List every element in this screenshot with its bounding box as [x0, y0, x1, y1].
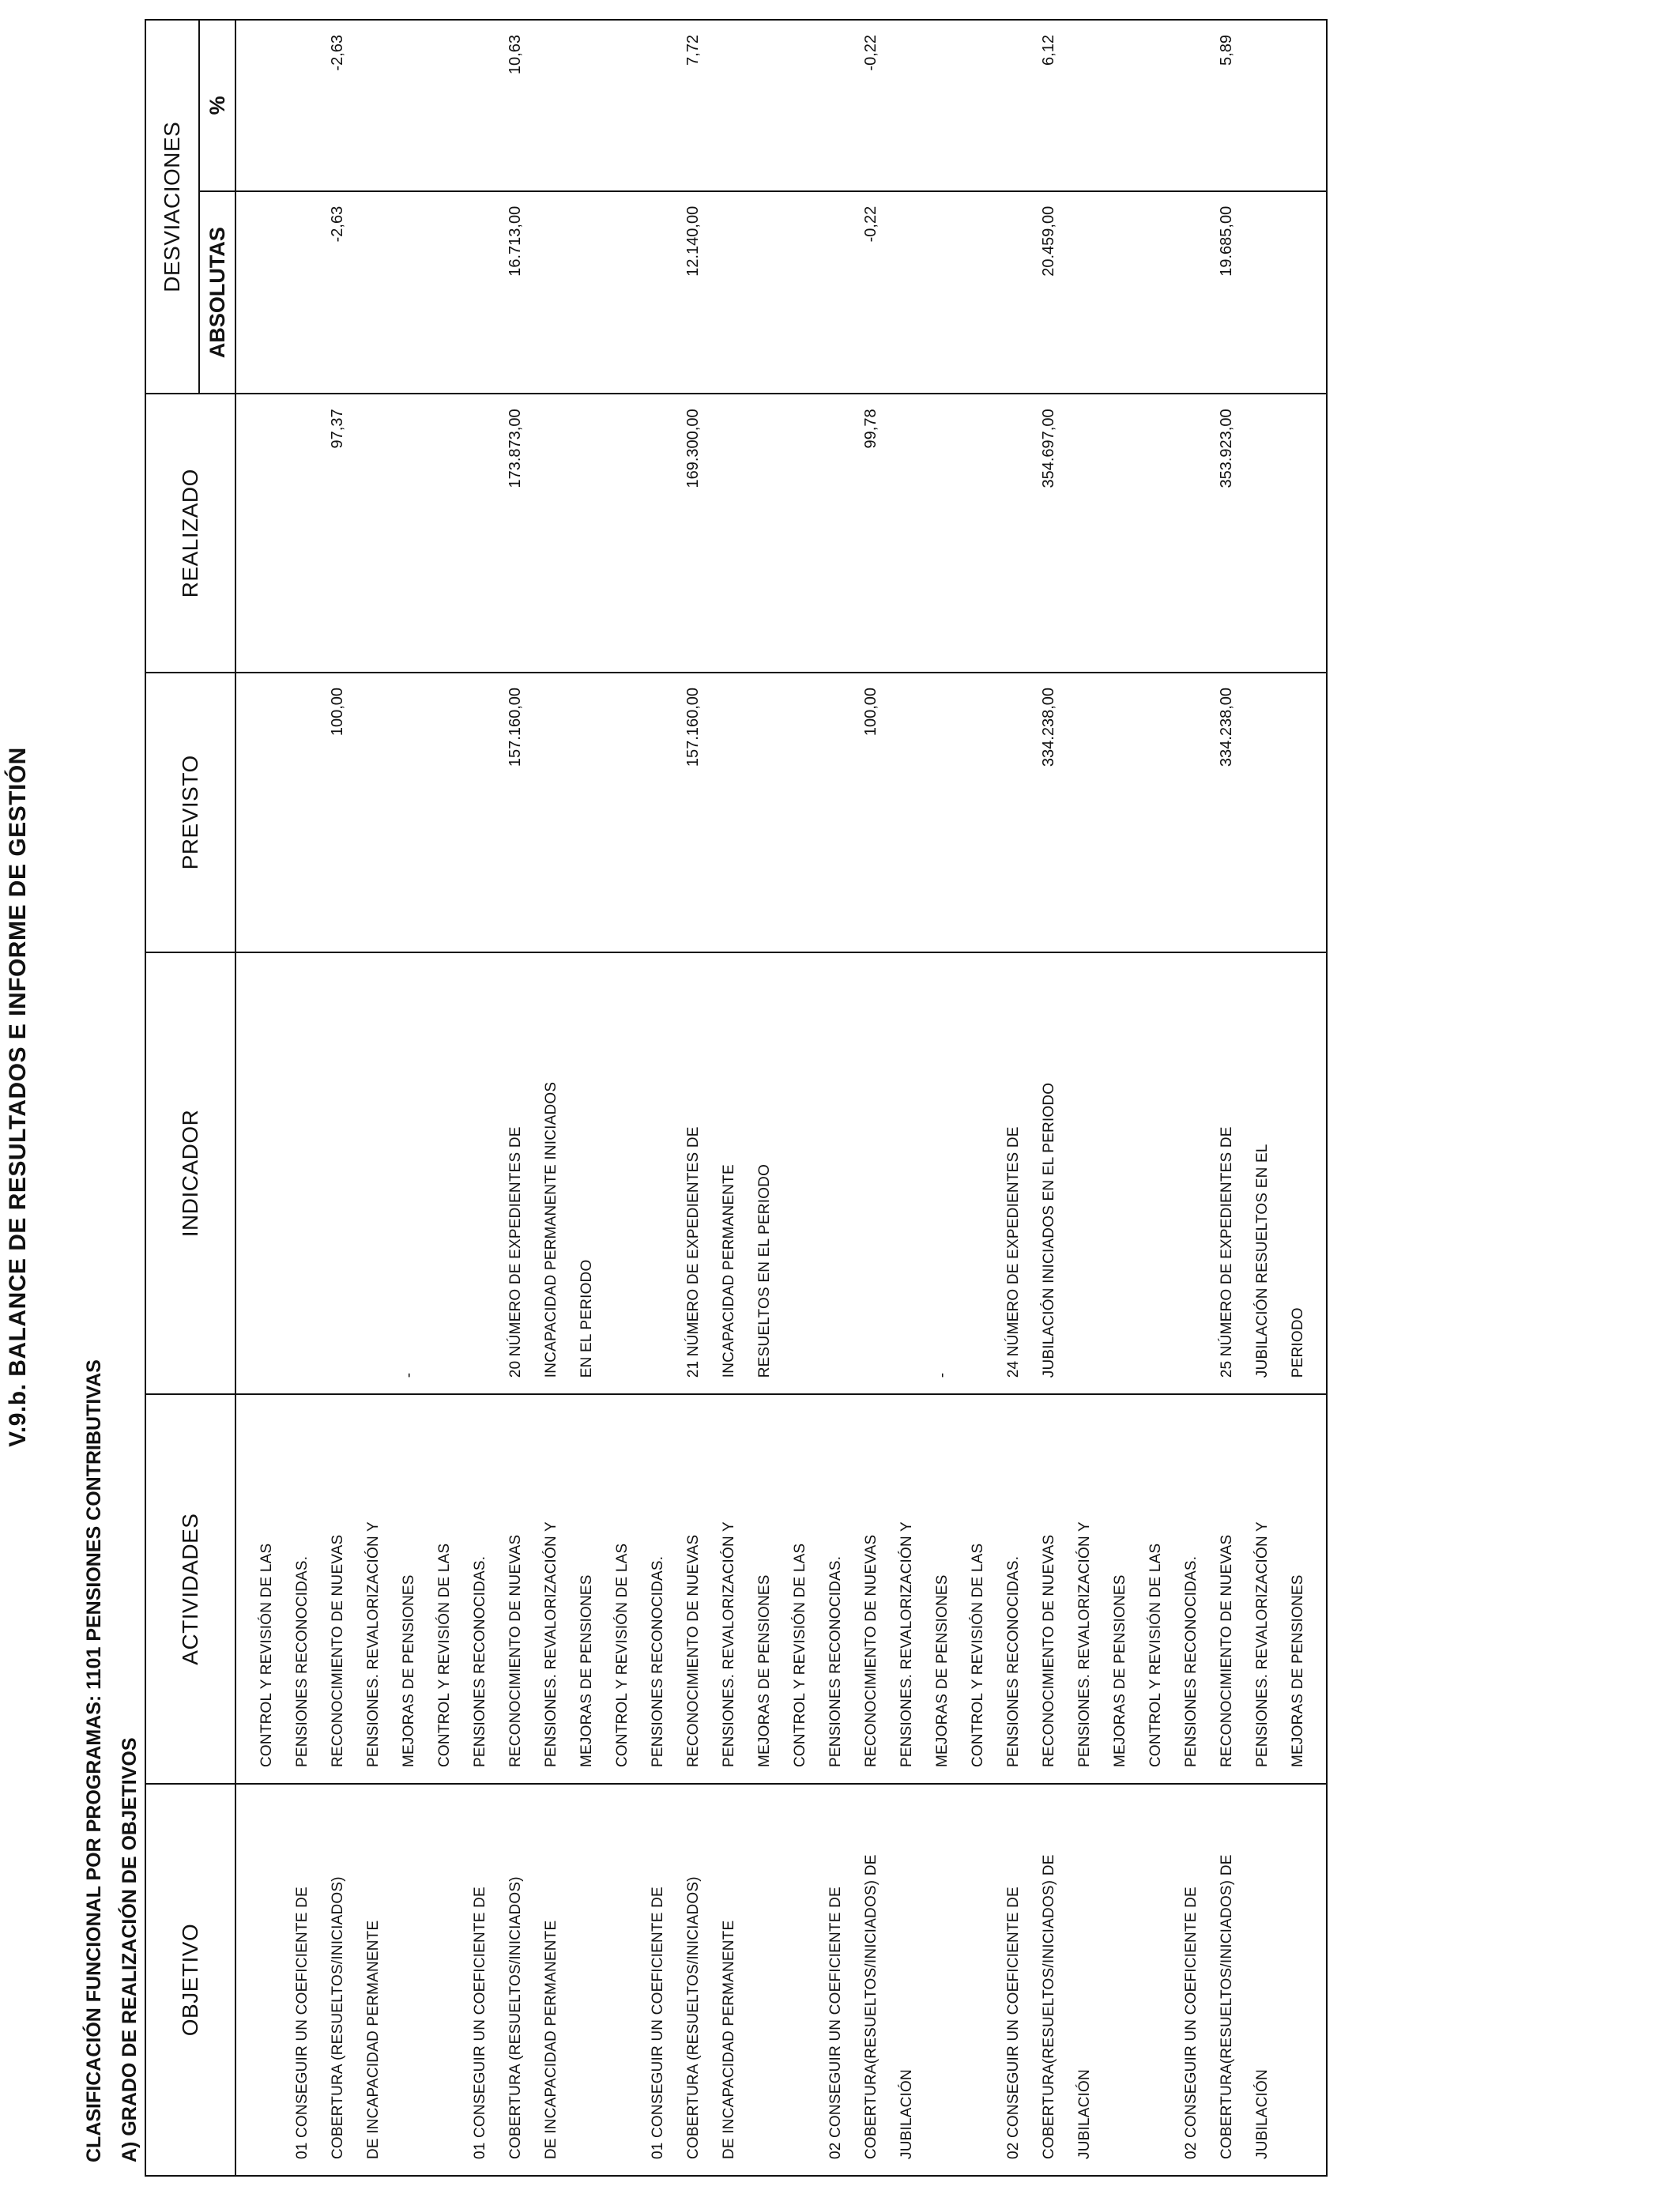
cell-realizado-6: 353.923,00 [1218, 409, 1235, 488]
cell-objetivo-1: 01 CONSEGUIR UN COEFICIENTE DE COBERTURA (RESUELTOS/INICIADOS) DE INCAPACIDAD PERMANENTE [294, 1876, 382, 2159]
cell-indicador-6: 25 NÚMERO DE EXPEDIENTES DE JUBILACIÓN RESUELTOS EN EL PERIODO [1219, 1126, 1306, 1378]
cell-previsto-2: 157.160,00 [507, 687, 524, 767]
cell-absolutas-3: 12.140,00 [684, 205, 702, 277]
objectives-table [145, 19, 1328, 2177]
cell-absolutas-4: -0,22 [862, 205, 880, 243]
cell-objetivo-6: 02 CONSEGUIR UN COEFICIENTE DE COBERTURA(RESUELTOS/INICIADOS) DE JUBILACIÓN [1183, 1854, 1271, 2159]
cell-realizado-1: 97,37 [329, 409, 346, 449]
actividades-column [235, 1394, 1327, 1784]
cell-previsto-3: 157.160,00 [684, 687, 702, 767]
cell-porcentaje-1: -2,63 [329, 35, 346, 71]
porcentaje-column [235, 20, 1327, 191]
cell-actividades-3: CONTROL Y REVISIÓN DE LAS PENSIONES RECONOCIDAS. RECONOCIMIENTO DE NUEVAS PENSIONES. REVALORIZACIÓN Y MEJORAS DE PENSIONES [614, 1521, 773, 1767]
cell-actividades-5: CONTROL Y REVISIÓN DE LAS PENSIONES RECONOCIDAS. RECONOCIMIENTO DE NUEVAS PENSIONES. REVALORIZACIÓN Y MEJORAS DE PENSIONES [970, 1521, 1128, 1767]
cell-actividades-6: CONTROL Y REVISIÓN DE LAS PENSIONES RECONOCIDAS. RECONOCIMIENTO DE NUEVAS PENSIONES. REVALORIZACIÓN Y MEJORAS DE PENSIONES [1147, 1521, 1306, 1767]
cell-absolutas-1: -2,63 [329, 205, 346, 243]
cell-realizado-5: 354.697,00 [1040, 409, 1057, 488]
cell-previsto-1: 100,00 [329, 687, 346, 737]
header-previsto: PREVISTO [145, 673, 235, 952]
header-indicador: INDICADOR [145, 952, 235, 1395]
section-heading: A) GRADO DE REALIZACIÓN DE OBJETIVOS [119, 1737, 141, 2162]
header-desviaciones: DESVIACIONES [145, 20, 199, 394]
cell-porcentaje-3: 7,72 [684, 35, 702, 66]
cell-absolutas-5: 20.459,00 [1040, 205, 1057, 277]
cell-previsto-4: 100,00 [862, 687, 880, 737]
cell-realizado-4: 99,78 [862, 409, 880, 449]
header-actividades: ACTIVIDADES [145, 1394, 235, 1784]
header-absolutas: ABSOLUTAS [199, 191, 235, 394]
cell-actividades-2: CONTROL Y REVISIÓN DE LAS PENSIONES RECONOCIDAS. RECONOCIMIENTO DE NUEVAS PENSIONES. REVALORIZACIÓN Y MEJORAS DE PENSIONES [436, 1521, 595, 1767]
cell-objetivo-5: 02 CONSEGUIR UN COEFICIENTE DE COBERTURA(RESUELTOS/INICIADOS) DE JUBILACIÓN [1005, 1854, 1093, 2159]
cell-objetivo-2: 01 CONSEGUIR UN COEFICIENTE DE COBERTURA (RESUELTOS/INICIADOS) DE INCAPACIDAD PERMANENTE [472, 1876, 559, 2159]
cell-indicador-2: 20 NÚMERO DE EXPEDIENTES DE INCAPACIDAD PERMANENTE INICIADOS EN EL PERIODO [507, 1081, 595, 1378]
cell-absolutas-6: 19.685,00 [1218, 205, 1235, 277]
cell-porcentaje-4: -0,22 [862, 35, 880, 71]
cell-realizado-2: 173.873,00 [507, 409, 524, 488]
cell-absolutas-2: 16.713,00 [507, 205, 524, 277]
cell-indicador-1: - [401, 1372, 417, 1378]
cell-porcentaje-6: 5,89 [1218, 35, 1235, 66]
cell-previsto-6: 334.238,00 [1218, 687, 1235, 767]
cell-indicador-4: - [934, 1372, 951, 1378]
header-porcentaje: % [199, 20, 235, 191]
cell-indicador-5: 24 NÚMERO DE EXPEDIENTES DE JUBILACIÓN INICIADOS EN EL PERIODO [1005, 1082, 1057, 1378]
cell-previsto-5: 334.238,00 [1040, 687, 1057, 767]
cell-porcentaje-5: 6,12 [1040, 35, 1057, 66]
cell-objetivo-4: 02 CONSEGUIR UN COEFICIENTE DE COBERTURA(RESUELTOS/INICIADOS) DE JUBILACIÓN [827, 1854, 915, 2159]
previsto-column [235, 673, 1327, 952]
cell-actividades-4: CONTROL Y REVISIÓN DE LAS PENSIONES RECONOCIDAS. RECONOCIMIENTO DE NUEVAS PENSIONES. REVALORIZACIÓN Y MEJORAS DE PENSIONES [792, 1521, 951, 1767]
cell-porcentaje-2: 10,63 [507, 35, 524, 75]
realizado-column [235, 394, 1327, 673]
header-objetivo: OBJETIVO [145, 1784, 235, 2176]
cell-indicador-3: 21 NÚMERO DE EXPEDIENTES DE INCAPACIDAD PERMANENTE RESUELTOS EN EL PERIODO [685, 1126, 773, 1378]
indicador-column [235, 952, 1327, 1395]
absolutas-column [235, 191, 1327, 394]
cell-realizado-3: 169.300,00 [684, 409, 702, 488]
classification-heading: CLASIFICACIÓN FUNCIONAL POR PROGRAMAS: 1101 PENSIONES CONTRIBUTIVAS [83, 1359, 105, 2162]
cell-actividades-1: CONTROL Y REVISIÓN DE LAS PENSIONES RECONOCIDAS. RECONOCIMIENTO DE NUEVAS PENSIONES. REVALORIZACIÓN Y MEJORAS DE PENSIONES [258, 1521, 417, 1767]
cell-objetivo-3: 01 CONSEGUIR UN COEFICIENTE DE COBERTURA (RESUELTOS/INICIADOS) DE INCAPACIDAD PERMANENTE [650, 1876, 737, 2159]
objetivo-column [235, 1784, 1327, 2176]
page-title: V.9.b. BALANCE DE RESULTADOS E INFORME DE GESTIÓN [5, 747, 31, 1447]
header-realizado: REALIZADO [145, 394, 235, 673]
